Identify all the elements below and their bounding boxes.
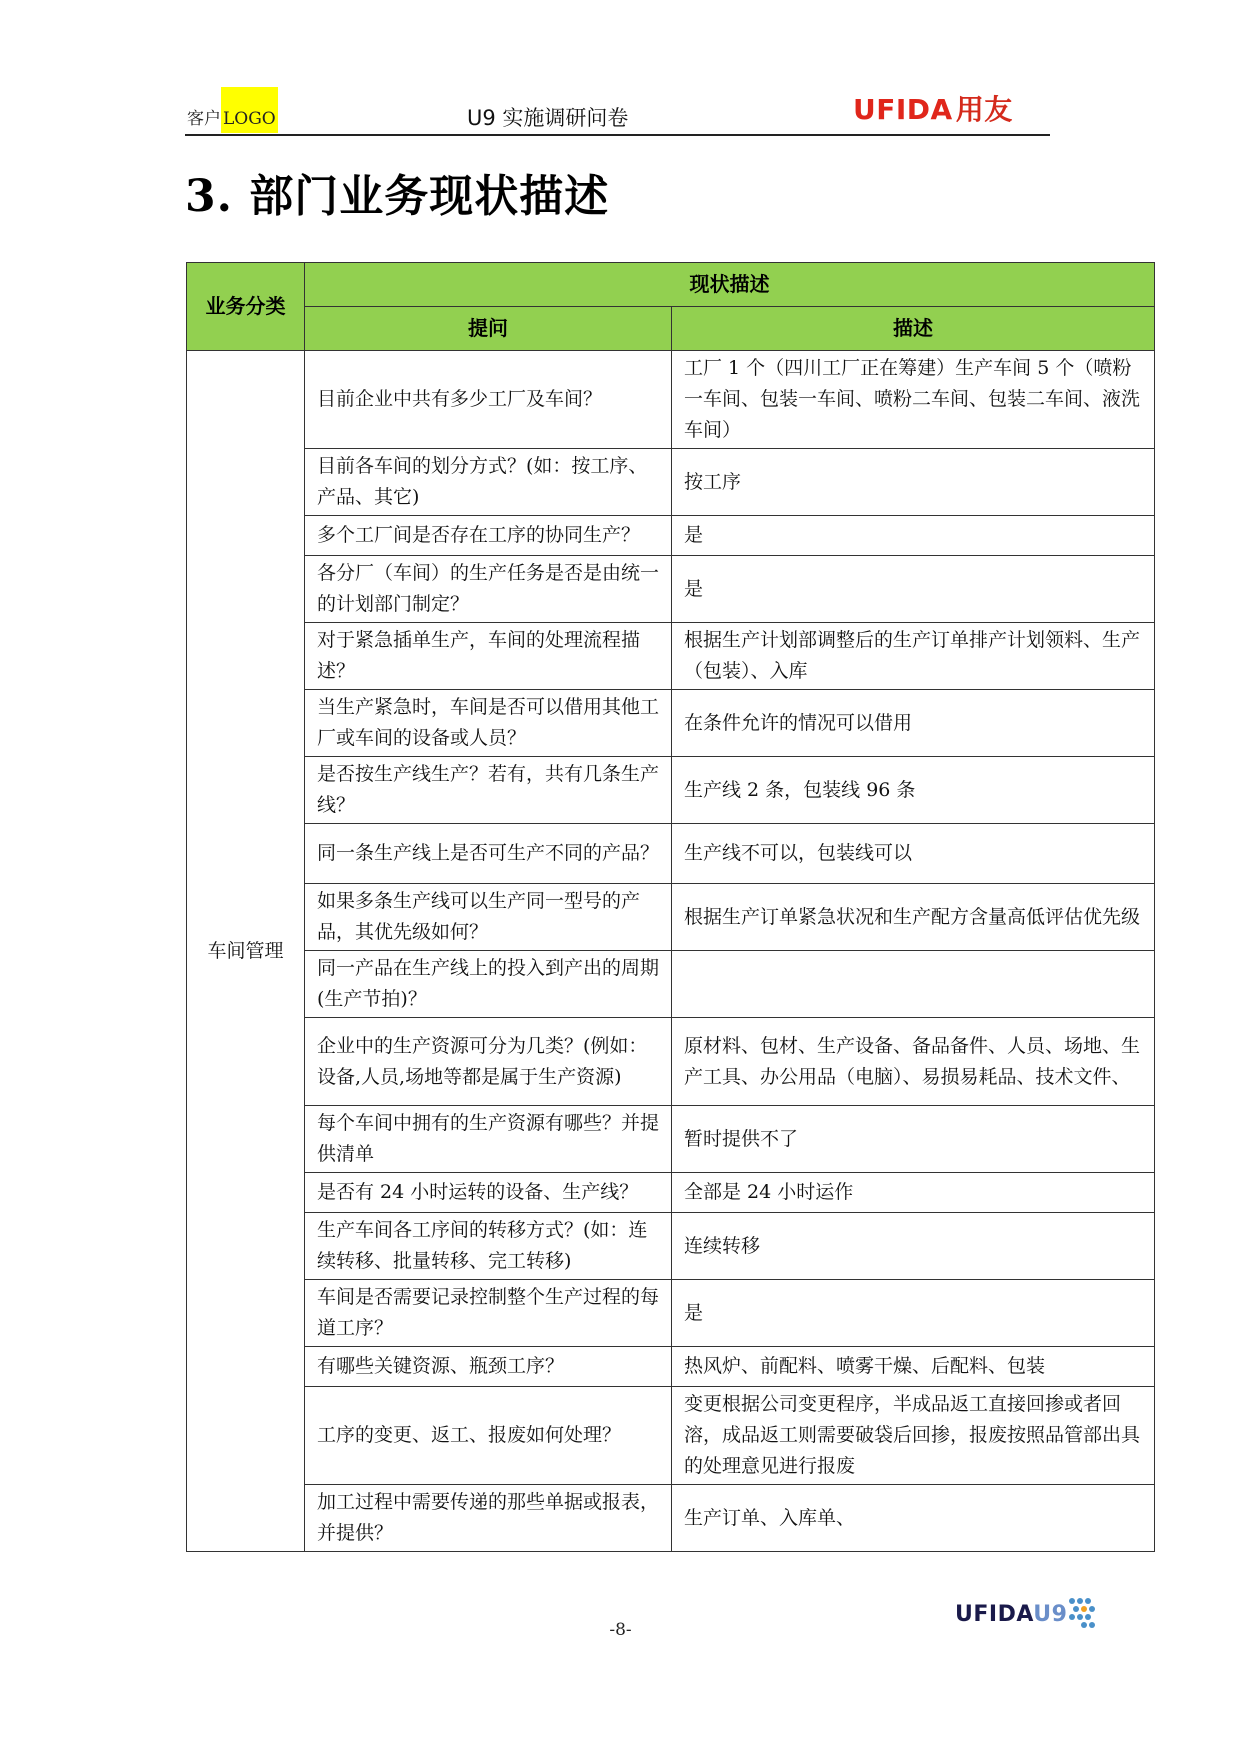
answer-cell: 生产订单、入库单、 xyxy=(672,1485,1155,1552)
question-cell: 是否有 24 小时运转的设备、生产线？ xyxy=(305,1173,672,1213)
answer-cell: 原材料、包材、生产设备、备品备件、人员、场地、生产工具、办公用品（电脑）、易损易耗品、技术文件、 xyxy=(672,1018,1155,1106)
client-logo-text: LOGO xyxy=(221,87,278,133)
question-cell: 各分厂（车间）的生产任务是否是由统一的计划部门制定？ xyxy=(305,556,672,623)
question-cell: 如果多条生产线可以生产同一型号的产品，其优先级如何？ xyxy=(305,884,672,951)
table-row xyxy=(187,757,1155,824)
survey-body xyxy=(187,351,1155,1552)
answer-cell: 根据生产计划部调整后的生产订单排产计划领料、生产（包装）、入库 xyxy=(672,623,1155,690)
table-row xyxy=(187,516,1155,556)
table-row xyxy=(187,824,1155,884)
table-row xyxy=(187,1213,1155,1280)
header-status-group: 现状描述 xyxy=(305,263,1155,307)
answer-cell: 按工序 xyxy=(672,449,1155,516)
category-cell: 车间管理 xyxy=(187,351,305,1552)
question-cell: 车间是否需要记录控制整个生产过程的每道工序？ xyxy=(305,1280,672,1347)
question-cell: 同一条生产线上是否可生产不同的产品？ xyxy=(305,824,672,884)
question-cell: 有哪些关键资源、瓶颈工序？ xyxy=(305,1347,672,1387)
table-row xyxy=(187,623,1155,690)
table-row xyxy=(187,1347,1155,1387)
table-row xyxy=(187,1173,1155,1213)
ufida-u9-logo xyxy=(955,1602,1067,1627)
table-row xyxy=(187,1485,1155,1552)
document-title: U9 实施调研问卷 xyxy=(467,106,629,130)
brand-latin: UFIDA xyxy=(853,93,953,126)
table-row xyxy=(187,1018,1155,1106)
question-cell: 当生产紧急时，车间是否可以借用其他工厂或车间的设备或人员？ xyxy=(305,690,672,757)
question-cell: 多个工厂间是否存在工序的协同生产？ xyxy=(305,516,672,556)
question-cell: 每个车间中拥有的生产资源有哪些？并提供清单 xyxy=(305,1106,672,1173)
question-cell: 同一产品在生产线上的投入到产出的周期(生产节拍)？ xyxy=(305,951,672,1018)
header-question: 提问 xyxy=(305,307,672,351)
answer-cell: 生产线不可以，包装线可以 xyxy=(672,824,1155,884)
client-prefix: 客户 xyxy=(187,109,221,129)
table-row xyxy=(187,690,1155,757)
question-cell: 目前各车间的划分方式？(如：按工序、产品、其它) xyxy=(305,449,672,516)
client-logo-placeholder xyxy=(187,104,278,129)
question-cell: 生产车间各工序间的转移方式？(如：连续转移、批量转移、完工转移) xyxy=(305,1213,672,1280)
u9-dots-icon xyxy=(1066,1596,1100,1632)
header-category: 业务分类 xyxy=(187,263,305,351)
table-row xyxy=(187,1280,1155,1347)
page-header xyxy=(185,82,1050,136)
question-cell: 对于紧急插单生产，车间的处理流程描述？ xyxy=(305,623,672,690)
question-cell: 企业中的生产资源可分为几类？(例如：设备,人员,场地等都是属于生产资源) xyxy=(305,1018,672,1106)
table-row xyxy=(187,884,1155,951)
footer-logo-latin: UFIDA xyxy=(955,1602,1034,1627)
brand-cn: 用友 xyxy=(955,93,1013,126)
answer-cell: 热风炉、前配料、喷雾干燥、后配料、包装 xyxy=(672,1347,1155,1387)
section-title: 3. 部门业务现状描述 xyxy=(185,171,610,222)
answer-cell xyxy=(672,951,1155,1018)
table-row xyxy=(187,951,1155,1018)
question-cell: 工序的变更、返工、报废如何处理？ xyxy=(305,1387,672,1485)
answer-cell: 是 xyxy=(672,516,1155,556)
answer-cell: 在条件允许的情况可以借用 xyxy=(672,690,1155,757)
answer-cell: 是 xyxy=(672,556,1155,623)
table-row xyxy=(187,351,1155,449)
answer-cell: 是 xyxy=(672,1280,1155,1347)
table-row xyxy=(187,556,1155,623)
answer-cell: 生产线 2 条，包装线 96 条 xyxy=(672,757,1155,824)
question-cell: 是否按生产线生产？若有，共有几条生产线？ xyxy=(305,757,672,824)
ufida-brand-logo xyxy=(853,88,1013,128)
answer-cell: 变更根据公司变更程序，半成品返工直接回掺或者回溶，成品返工则需要破袋后回掺，报废按照品管部出具的处理意见进行报废 xyxy=(672,1387,1155,1485)
answer-cell: 全部是 24 小时运作 xyxy=(672,1173,1155,1213)
answer-cell: 工厂 1 个（四川工厂正在筹建）生产车间 5 个（喷粉一车间、包装一车间、喷粉二车间、包装二车间、液洗车间） xyxy=(672,351,1155,449)
survey-table xyxy=(186,262,1155,1552)
header-answer: 描述 xyxy=(672,307,1155,351)
page-number: -8- xyxy=(609,1620,632,1640)
table-row xyxy=(187,449,1155,516)
question-cell: 加工过程中需要传递的那些单据或报表，并提供？ xyxy=(305,1485,672,1552)
table-row xyxy=(187,1387,1155,1485)
answer-cell: 根据生产订单紧急状况和生产配方含量高低评估优先级 xyxy=(672,884,1155,951)
question-cell: 目前企业中共有多少工厂及车间？ xyxy=(305,351,672,449)
answer-cell: 暂时提供不了 xyxy=(672,1106,1155,1173)
answer-cell: 连续转移 xyxy=(672,1213,1155,1280)
footer-logo-product: U9 xyxy=(1033,1602,1068,1627)
table-row xyxy=(187,1106,1155,1173)
